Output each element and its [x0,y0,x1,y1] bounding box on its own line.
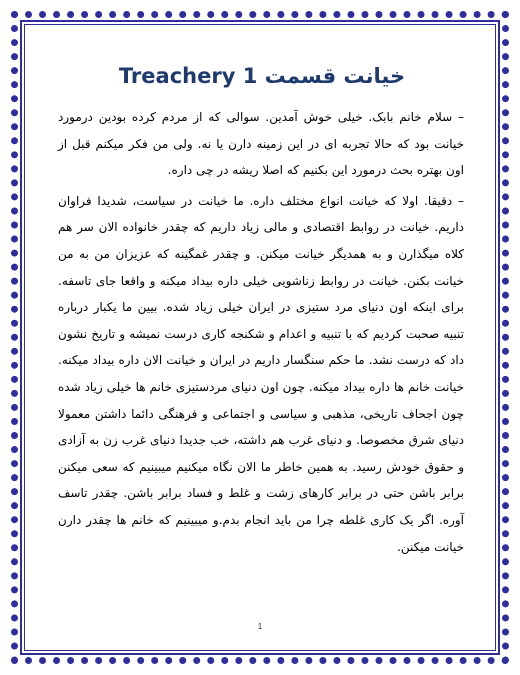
paragraph-answer: – دقیقا. اولا که خیانت انواع مختلف داره. ما خیانت در سیاست، شدیدا فراوان داریم. خیانت در روابط اقتصادی و مالی زیاد داریم که چقدر خانواده الان سر هم کلاه میگذارن و به همدیگر خیانت میکنن. و چقدر غمگینه که عزیزان من به من خیانت بکنن. خیانت در روابط زناشویی خیلی داره بیداد میکنه و واقعا جای تاسفه. برای اینکه اون دنیای مرد ستیزی در ایران خیلی زیاد شده. بیین ما یکبار درباره تنبیه صحبت کردیم که با تنبیه و اعدام و شکنجه کاری درست نمیشه و تاریخ نشون داد که درست نشد. ما حکم سنگسار داریم در ایران و خیانت الان داره بیداد میکنه. خیانت خانم ها داره بیداد میکنه. چون اون دنیای مردستیزی خانم ها خیلی زیاد شده چون اجحاف تاریخی، مذهبی و سیاسی و اجتماعی و فرهنگی دائما داشتن معمولا دنیای شرق مخصوصا. و دنیای غرب هم داشته، خب جدیدا دنیای غرب زن به آزادی و حقوق خودش رسید. به همین خاطر ما الان نگاه میکنیم میبینیم که سعی میکنن برابر باشن حتی در برابر کارهای زشت و غلط و فساد برابر باشن. چقدر تاسف آوره. اگر یک کاری غلطه چرا من باید انجام بدم.و میبینیم که خانم ها چقدر دارن خیانت میکنن. [58,193,464,554]
document-title: خیانت قسمت 1 Treachery [118,64,406,88]
paragraph-greeting: – سلام خانم بابک. خیلی خوش آمدین. سوالی که از مردم کرده بودین درمورد خیانت بود که حالا تجربه ای در این زمینه دارن یا نه. ولی من فکر میکنم قبل از اون بهتره بحث درمورد این بکنیم که اصلا ریشه در چی داره. [58,110,464,178]
document-body [58,62,464,564]
page-number: 1 [257,622,263,631]
